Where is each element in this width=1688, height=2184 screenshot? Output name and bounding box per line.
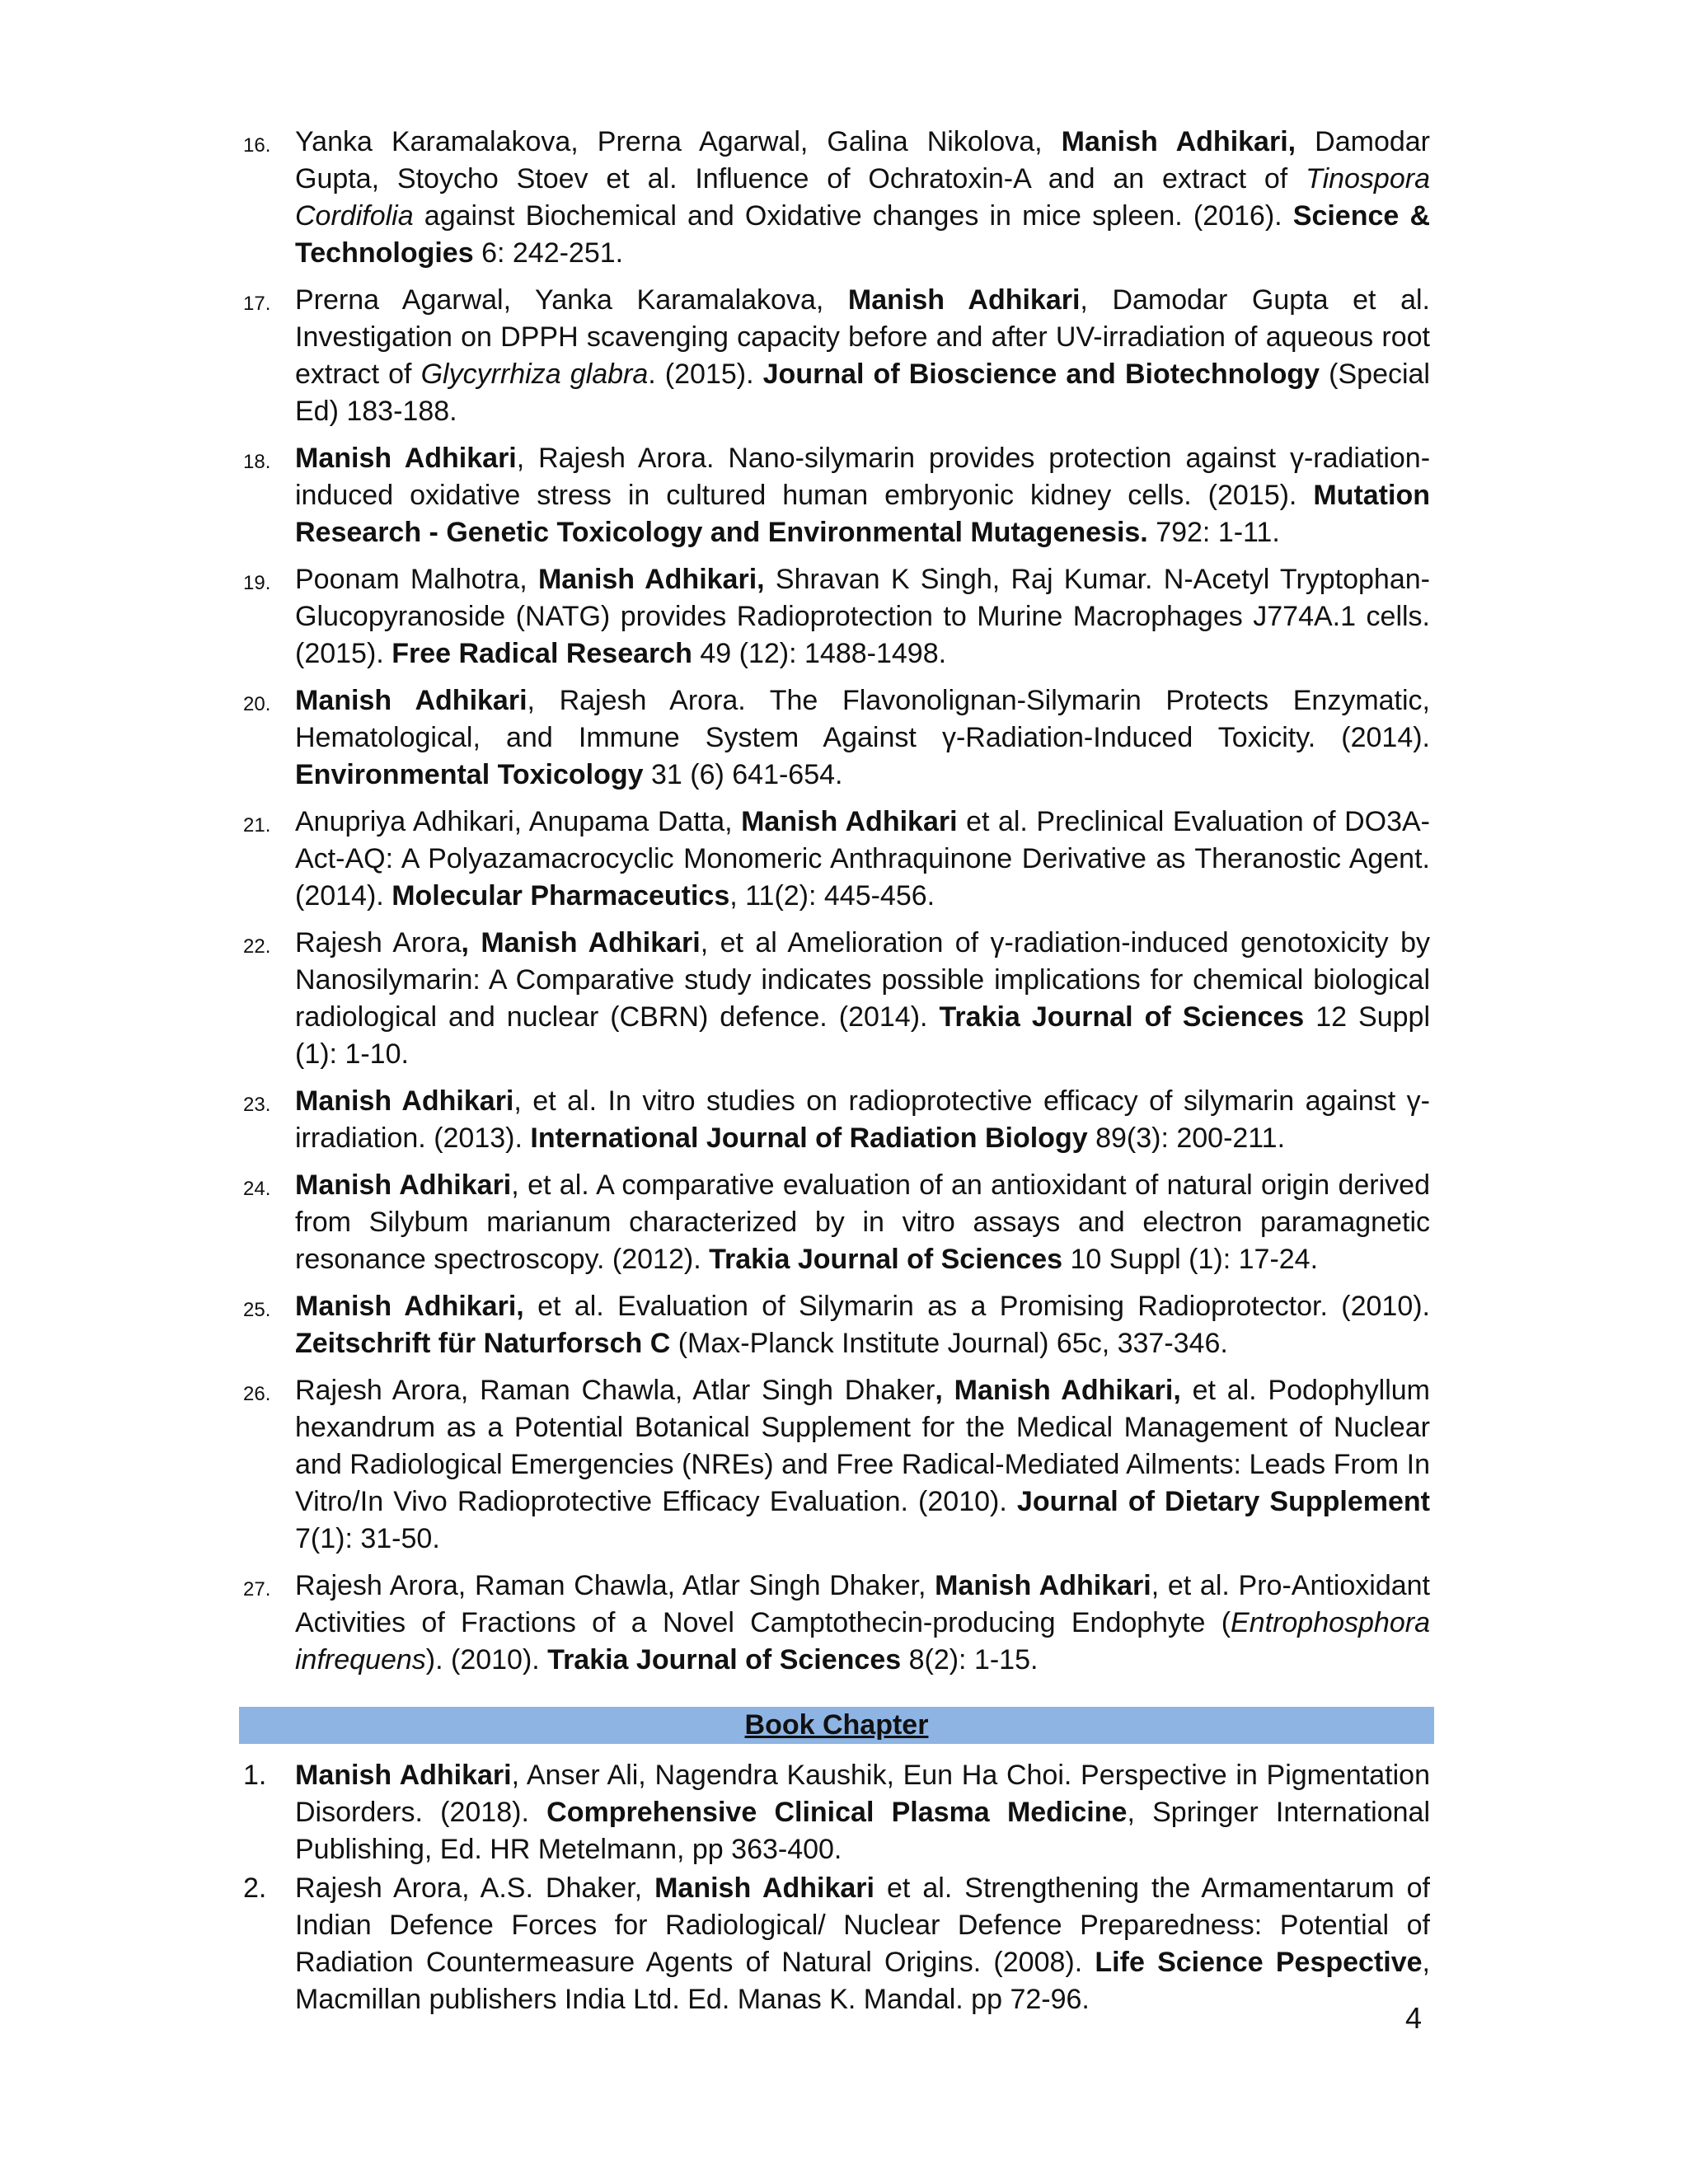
reference-number: 20. [243, 693, 271, 715]
reference-number: 25. [243, 1299, 271, 1321]
reference-text [295, 282, 1430, 430]
journal-references [243, 124, 1430, 1679]
page-number: 4 [1405, 2001, 1423, 2035]
reference-text-segment: Rajesh Arora, A.S. Dhaker, [295, 1872, 655, 1904]
reference-text-segment: 10 Suppl (1): 17-24. [1062, 1244, 1319, 1275]
bold-text: Manish Adhikari [847, 284, 1081, 316]
bold-text: Manish Adhikari [654, 1872, 874, 1904]
bold-text: International Journal of Radiation Biology [530, 1122, 1088, 1154]
reference-item [243, 804, 1430, 915]
bold-text: Journal of Bioscience and Biotechnology [762, 359, 1320, 390]
reference-text-segment: , et al. In vitro studies on radioprotective efficacy of silymarin against γ-irradiation. (2013). [295, 1085, 1431, 1154]
reference-number: 26. [243, 1383, 271, 1405]
reference-item [243, 925, 1430, 1073]
bold-text: Manish Adhikari [295, 685, 528, 716]
reference-text-segment: (Max-Planck Institute Journal) 65c, 337-346. [670, 1328, 1228, 1359]
reference-text-segment: , 11(2): 445-456. [729, 880, 935, 912]
reference-text-segment: ). (2010). [425, 1644, 548, 1675]
reference-item [243, 282, 1430, 430]
reference-number: 2. [243, 1872, 267, 1904]
bold-text: Manish Adhikari, [1061, 126, 1296, 157]
publication-list [243, 124, 1430, 2020]
reference-text-segment: Rajesh Arora, Raman Chawla, Atlar Singh Dhaker [295, 1375, 935, 1406]
reference-text-segment: Anupriya Adhikari, Anupama Datta, [295, 806, 742, 837]
reference-text-segment: , Anser Ali, Nagendra Kaushik, Eun Ha Choi. Perspective in Pigmentation Disorders. (2018). [295, 1760, 1430, 1828]
reference-number: 19. [243, 572, 271, 594]
reference-text [295, 1757, 1430, 1868]
bold-text: Manish Adhikari [935, 1570, 1151, 1601]
reference-number: 18. [243, 451, 271, 473]
reference-text-segment: , Rajesh Arora. The Flavonolignan-Silymarin Protects Enzymatic, Hematological, and Immune System Against γ-Radiation-Induced Toxicity. (2014). [295, 685, 1430, 753]
bold-text: Manish Adhikari [295, 1760, 512, 1791]
bold-text: Comprehensive Clinical Plasma Medicine [546, 1797, 1128, 1828]
bold-text: Life Science Pespective [1095, 1947, 1423, 1978]
reference-text-segment: Prerna Agarwal, Yanka Karamalakova, [295, 284, 848, 316]
reference-item [243, 440, 1430, 551]
reference-text [295, 1568, 1430, 1679]
reference-text [295, 440, 1430, 551]
reference-text [295, 1288, 1430, 1362]
reference-text-segment: et al. Preclinical Evaluation of DO3A-Act-AQ: A Polyazamacrocyclic Monomeric Anthraquinone Derivative as Theranostic Agent. (2014). [295, 806, 1430, 912]
reference-text-segment: (Special Ed) 183-188. [295, 359, 1430, 427]
reference-text-segment: Yanka Karamalakova, Prerna Agarwal, Galina Nikolova, [295, 126, 1062, 157]
bold-text: Manish Adhikari [741, 806, 958, 837]
section-heading: Book Chapter [744, 1709, 929, 1741]
reference-number: 21. [243, 814, 271, 837]
reference-text-segment: et al. Strengthening the Armamentarum of Indian Defence Forces for Radiological/ Nuclear Defence Preparedness: Potential of Radiation Countermeasure Agents of Natural Origins. (2008). [295, 1872, 1431, 1978]
reference-text-segment: , et al. A comparative evaluation of an antioxidant of natural origin derived from Silybum marianum characterized by in vitro assays and electron paramagnetic resonance spectroscopy. (2012). [295, 1169, 1431, 1275]
bold-text: Journal of Dietary Supplement [1016, 1486, 1430, 1517]
reference-text [295, 804, 1430, 915]
reference-text-segment: 7(1): 31-50. [295, 1523, 440, 1554]
reference-text-segment: , et al Amelioration of γ-radiation-induced genotoxicity by Nanosilymarin: A Comparative study indicates possible implications for chemical biological radiological and nuclear (CBRN) defence. (2014). [295, 927, 1431, 1033]
reference-item [243, 1870, 1430, 2018]
reference-text [295, 124, 1430, 272]
bold-text: Manish Adhikari, [537, 564, 765, 595]
reference-text-segment: , Rajesh Arora. Nano-silymarin provides protection against γ-radiation-induced oxidative stress in cultured human embryonic kidney cells. (2015). [295, 443, 1431, 511]
reference-text-segment: et al. Podophyllum hexandrum as a Potential Botanical Supplement for the Medical Management of Nuclear and Radiological Emergencies (NREs) and Free Radical-Mediated Ailments: Leads From In Vitro/In Vivo Radioprotective Efficacy Evaluation. (2010). [295, 1375, 1430, 1517]
reference-text-segment: 31 (6) 641-654. [643, 759, 843, 790]
reference-number: 17. [243, 293, 271, 315]
reference-text-segment: 8(2): 1-15. [901, 1644, 1039, 1675]
bold-text: Zeitschrift für Naturforsch C [295, 1328, 671, 1359]
bold-text: , Manish Adhikari [461, 927, 701, 958]
italic-text: Entrophosphora infrequens [295, 1607, 1430, 1675]
bold-text: Mutation Research - Genetic Toxicology and Environmental Mutagenesis. [295, 480, 1430, 548]
bold-text: Environmental Toxicology [295, 759, 644, 790]
bold-text: Trakia Journal of Sciences [547, 1644, 902, 1675]
reference-text-segment: , Damodar Gupta et al. Investigation on DPPH scavenging capacity before and after UV-irradiation of aqueous root extract of [295, 284, 1430, 390]
section-heading-bar [239, 1707, 1434, 1744]
reference-text [295, 1372, 1430, 1558]
reference-text-segment: against Biochemical and Oxidative changes in mice spleen. (2016). [413, 200, 1293, 232]
reference-item [243, 1757, 1430, 1868]
book-chapter-references [243, 1757, 1430, 2018]
reference-item [243, 124, 1430, 272]
reference-text-segment: , Springer International Publishing, Ed. HR Metelmann, pp 363-400. [295, 1797, 1431, 1865]
reference-text [295, 682, 1430, 794]
reference-text-segment: . (2015). [648, 359, 763, 390]
reference-text-segment: Poonam Malhotra, [295, 564, 538, 595]
italic-text: Tinospora Cordifolia [295, 163, 1430, 232]
reference-text-segment: Rajesh Arora [295, 927, 462, 958]
reference-item [243, 1288, 1430, 1362]
bold-text: Science & Technologies [295, 200, 1431, 269]
reference-text-segment: , et al. Pro-Antioxidant Activities of Fractions of a Novel Camptothecin-producing Endophyte ( [295, 1570, 1431, 1638]
bold-text: Molecular Pharmaceutics [392, 880, 730, 912]
italic-text: Glycyrrhiza glabra [420, 359, 649, 390]
bold-text: , Manish Adhikari, [935, 1375, 1181, 1406]
reference-number: 27. [243, 1578, 271, 1601]
reference-text-segment: Shravan K Singh, Raj Kumar. N-Acetyl Tryptophan-Glucopyranoside (NATG) provides Radioprotection to Murine Macrophages J774A.1 cells. (2015). [295, 564, 1430, 669]
reference-item [243, 1372, 1430, 1558]
reference-text-segment: 49 (12): 1488-1498. [692, 638, 947, 669]
reference-item [243, 1167, 1430, 1278]
bold-text: Free Radical Research [392, 638, 692, 669]
reference-text [295, 1083, 1430, 1157]
reference-text-segment: 6: 242-251. [473, 237, 624, 269]
reference-number: 1. [243, 1760, 267, 1791]
reference-text-segment: , Macmillan publishers India Ltd. Ed. Manas K. Mandal. pp 72-96. [295, 1947, 1430, 2015]
bold-text: Trakia Journal of Sciences [709, 1244, 1063, 1275]
bold-text: Manish Adhikari [295, 443, 517, 474]
reference-text [295, 1167, 1430, 1278]
reference-number: 22. [243, 935, 271, 958]
bold-text: Trakia Journal of Sciences [939, 1001, 1305, 1033]
reference-number: 16. [243, 134, 271, 157]
reference-item [243, 682, 1430, 794]
reference-text [295, 561, 1430, 673]
bold-text: Manish Adhikari, [295, 1291, 524, 1322]
reference-item [243, 1083, 1430, 1157]
reference-number: 24. [243, 1178, 271, 1200]
reference-text [295, 925, 1430, 1073]
reference-text-segment: 12 Suppl (1): 1-10. [295, 1001, 1431, 1070]
reference-text-segment: 792: 1-11. [1147, 517, 1280, 548]
reference-text-segment: Damodar Gupta, Stoycho Stoev et al. Influence of Ochratoxin-A and an extract of [295, 126, 1430, 194]
reference-text-segment: 89(3): 200-211. [1087, 1122, 1286, 1154]
reference-text-segment: et al. Evaluation of Silymarin as a Promising Radioprotector. (2010). [523, 1291, 1430, 1322]
bold-text: Manish Adhikari [295, 1169, 512, 1201]
reference-text-segment: Rajesh Arora, Raman Chawla, Atlar Singh Dhaker, [295, 1570, 935, 1601]
bold-text: Manish Adhikari [295, 1085, 514, 1117]
reference-number: 23. [243, 1094, 271, 1116]
reference-text [295, 1870, 1430, 2018]
reference-item [243, 561, 1430, 673]
reference-item [243, 1568, 1430, 1679]
